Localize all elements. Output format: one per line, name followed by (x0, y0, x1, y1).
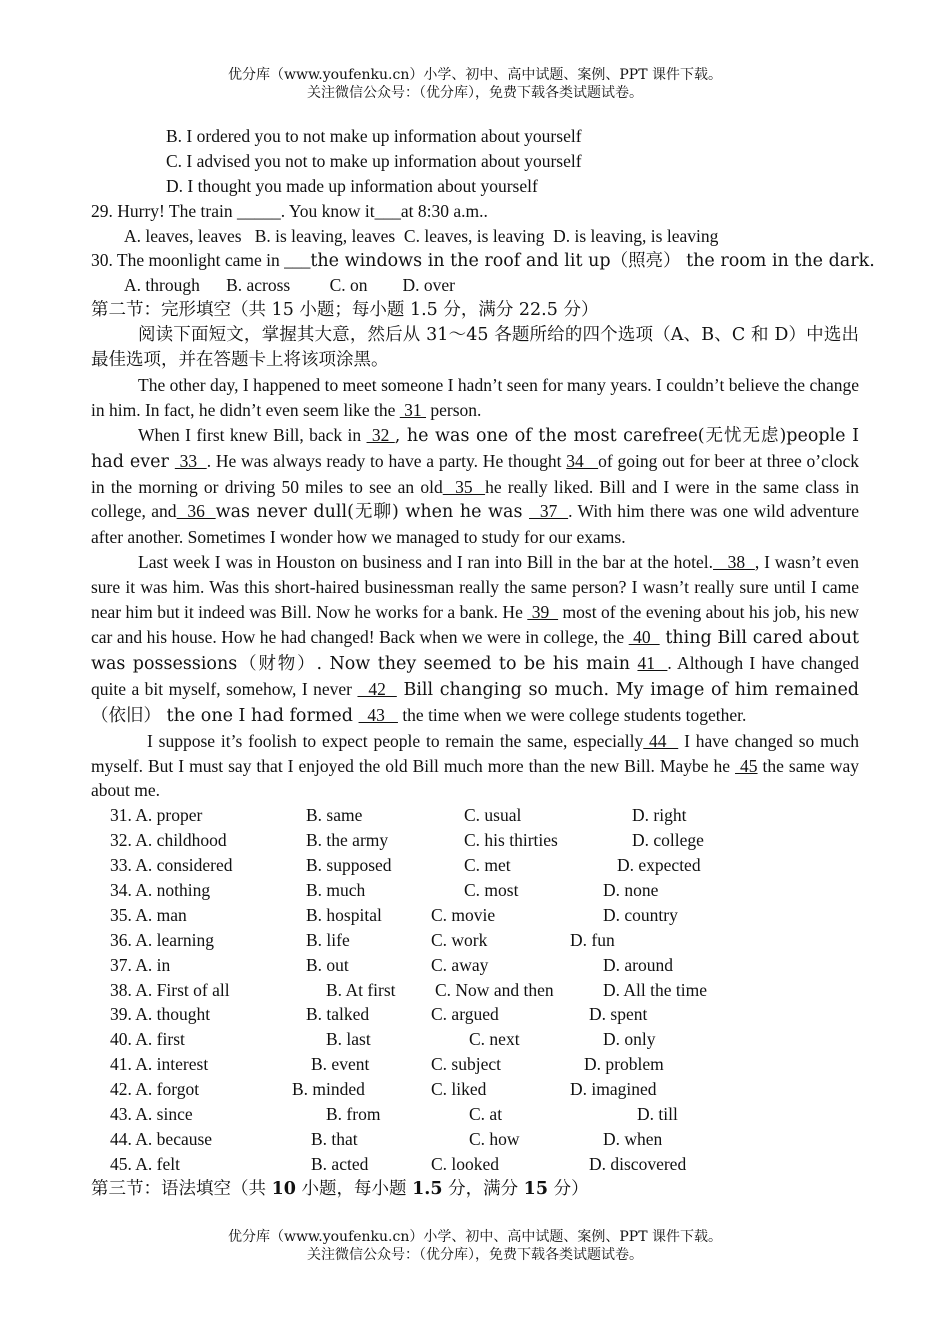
q28-option-b: B. I ordered you to not make up information about yourself (166, 126, 582, 146)
section3-title: 第三节：语法填空（共 10 小题，每小题 1.5 分，满分 15 分） (91, 1178, 589, 1199)
blank-44: 44 (643, 730, 679, 751)
q29-options: A. leaves, leaves B. is leaving, leaves C. leaves, is leaving D. is leaving, is leaving (124, 225, 719, 246)
blank-36: 36 (176, 501, 216, 522)
answer-row-39: 39. A. thought B. talked C. argued D. spent (110, 1004, 648, 1025)
q28-option-c: C. I advised you not to make up information about yourself (166, 150, 582, 171)
q29-stem: 29. Hurry! The train _____. You know it___at 8:30 a.m.. (91, 200, 488, 221)
answer-row-35: 35. A. man B. hospital C. movie D. country (110, 904, 678, 925)
q30-stem: 30. The moonlight came in ___the windows in the roof and lit up（照亮） the room in the dark. (91, 250, 875, 272)
answer-row-36: 36. A. learning B. life C. work D. fun (110, 929, 615, 950)
answer-row-40: 40. A. first B. last C. next D. only (110, 1029, 656, 1050)
answer-row-33: 33. A. considered B. supposed C. met D. expected (110, 855, 701, 876)
answer-options-list (91, 803, 859, 1176)
blank-42: 42 (357, 678, 397, 699)
blank-45: 45 (735, 755, 758, 776)
blank-41: 41 (637, 652, 668, 673)
answer-row-34: 34. A. nothing B. much C. most D. none (110, 880, 659, 901)
blank-38: 38 (713, 552, 755, 573)
blank-35: 35 (442, 476, 486, 497)
answer-row-31: 31. A. proper B. same C. usual D. right (110, 805, 687, 826)
page-header (0, 66, 950, 102)
q28-option-d: D. I thought you made up information about yourself (166, 175, 538, 196)
section2-title: 第二节：完形填空（共 15 小题；每小题 1.5 分，满分 22.5 分） (91, 300, 599, 321)
answer-row-38: 38. A. First of all B. At first C. Now and then D. All the time (110, 979, 708, 1000)
passage-paragraph-4: I suppose it’s foolish to expect people to remain the same, especially 44 I have changed so much myself. But I must say that I enjoyed the old Bill much more than the new Bill. Maybe he 45 the same way about me. (91, 730, 860, 801)
blank-34: 34 (566, 450, 599, 471)
blank-31: 31 (399, 399, 427, 420)
answer-row-44: 44. A. because B. that C. how D. when (110, 1128, 663, 1149)
header-line-1: 优分库（www.youfenku.cn）小学、初中、高中试题、案例、PPT 课件下载。 (227, 67, 722, 83)
blank-39: 39 (527, 602, 559, 623)
passage-paragraph-3: Last week I was in Houston on business and I ran into Bill in the bar at the hotel. 38 , I wasn’t even sure it was him. Was this short-haired businessman really the same person? I wasn’t really sure until I came near him but it indeed was Bill. Now he works for a bank. He 39 most of the evening about his job, his new car and his house. How he had changed! Back when we were in college, the 40 thing Bill cared about was possessions（财物）. Now they seemed to be his main 41 . Although I have changed quite a bit myself, somehow, I never 42 Bill changing so much. My image of him remained（依旧） the one I had formed 43 the time when we were college students together. (91, 552, 860, 726)
passage-paragraph-2: When I first knew Bill, back in 32 , he was one of the most carefree(无忧无虑)people I had ever 33 . He was always ready to have a party. He thought 34 of going out for beer at three o’clock in the morning or driving 50 miles to see an old 35 he really liked. Bill and I were in the same class in college, and 36 was never dull(无聊) when he was 37 . With him there was one wild adventure after another. Sometimes I wonder how we managed to study for our exams. (91, 424, 860, 548)
blank-32: 32 (366, 424, 395, 445)
passage-paragraph-1: The other day, I happened to meet someone I hadn’t seen for many years. I couldn’t believe the change in him. In fact, he didn’t even seem like the 31 person. (91, 374, 859, 420)
header-line-2: 关注微信公众号：（优分库），免费下载各类试题试卷。 (307, 85, 643, 101)
answer-row-41: 41. A. interest B. event C. subject D. problem (110, 1054, 664, 1075)
exam-content (91, 124, 875, 1202)
page-footer (0, 1228, 950, 1264)
q30-options: A. through B. across C. on D. over (124, 275, 456, 296)
answer-row-45: 45. A. felt B. acted C. looked D. discovered (110, 1153, 687, 1174)
blank-33: 33 (174, 450, 207, 471)
answer-row-37: 37. A. in B. out C. away D. around (110, 954, 673, 975)
footer-line-2: 关注微信公众号：（优分库），免费下载各类试题试卷。 (307, 1247, 643, 1263)
answer-row-32: 32. A. childhood B. the army C. his thirties D. college (110, 830, 704, 851)
answer-row-43: 43. A. since B. from C. at D. till (110, 1104, 678, 1125)
blank-37: 37 (529, 501, 569, 522)
blank-40: 40 (628, 627, 660, 647)
blank-43: 43 (358, 704, 398, 725)
footer-line-1: 优分库（www.youfenku.cn）小学、初中、高中试题、案例、PPT 课件下载。 (227, 1229, 722, 1245)
answer-row-42: 42. A. forgot B. minded C. liked D. imagined (110, 1079, 657, 1100)
section2-instruction: 阅读下面短文，掌握其大意，然后从 31～45 各题所给的四个选项（A、B、C 和 D）中选出最佳选项，并在答题卡上将该项涂黑。 (91, 325, 859, 371)
